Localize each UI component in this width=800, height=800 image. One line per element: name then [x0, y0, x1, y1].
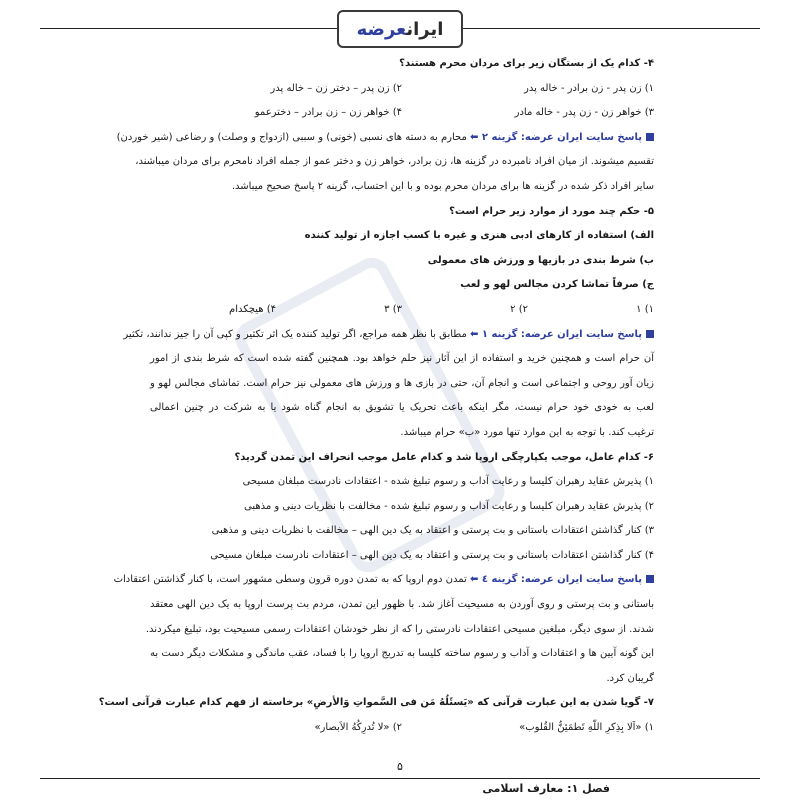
q4-options-row-1 [150, 77, 654, 102]
q7-option-2: ۲) «لا تُدرِکُهُ الاَبصار» [314, 722, 402, 734]
q6-answer-line-5: گریبان کرد. [606, 672, 654, 684]
q6-option-1: ۱) پذیرش عقاید رهبران کلیسا و رعایت آداب و رسوم تبلیغ شده - اعتقادات نادرست مبلغان مسیحی [242, 476, 654, 488]
q6-answer-label: پاسخ سایت ایران عرضه: گزینه ٤ ⬅ [470, 574, 642, 586]
q5-answer-line-1: پاسخ سایت ایران عرضه: گزینه ۱ ⬅ مطابق با نظر همه مراجع، اگر تولید کننده یک اثر تکثیر و کپی آن را جیز ندانند، تکثیر [150, 323, 654, 348]
q6-answer-line-1: پاسخ سایت ایران عرضه: گزینه ٤ ⬅ تمدن دوم اروپا که به تمدن دوره قرون وسطی مشهور است، با کنار گذاشتن اعتقادات [150, 568, 654, 593]
q6-option-3: ۳) کنار گذاشتن اعتقادات باستانی و بت پرستی و اعتقاد به یک دین الهی – مخالفت با نظریات دینی و مذهبی [211, 525, 654, 537]
q6-answer-line-4: این گونه آیین ها و اعتقادات و آداب و رسوم ساخته کلیسا به تدریج اروپا را با فساد، عقب ماندگی و مشکلات دیگر دست به [150, 648, 654, 660]
question-4: ۴- کدام یک از بستگان زیر برای مردان محرم هستند؟ [399, 58, 654, 69]
q4-option-4: ۴) خواهر زن – زن برادر – دخترعمو [254, 107, 402, 119]
q5-item-c: ج) صرفاً تماشا کردن مجالس لهو و لعب [460, 279, 654, 291]
logo-text: ایرانعرضه [356, 18, 444, 40]
q5-answer-label: پاسخ سایت ایران عرضه: گزینه ۱ ⬅ [470, 328, 642, 340]
site-logo [337, 10, 463, 48]
q5-answer-line-3: زیان آور روحی و اجتماعی است و انجام آن، حتی در بازی ها و ورزش های معمولی نیز حرام است. تماشای مجالس لهو و [150, 377, 654, 389]
q6-option-4: ۴) کنار گذاشتن اعتقادات باستانی و بت پرستی و اعتقاد به یک دین الهی – اعتقادات نادرست مبلغان مسیحی [210, 549, 654, 561]
q5-option-1: ۱) ۱ [636, 303, 654, 315]
q6-option-2: ۲) پذیرش عقاید رهبران کلیسا و رعایت آداب و رسوم تبلیغ شده - مخالفت با نظریات دینی و مذهبی [244, 500, 654, 512]
answer-square-icon [646, 133, 654, 141]
q5-answer-line-4: لعب به خودی خود حرام نیست، مگر اینکه باعث تحریک یا تشویق به انجام گناه شود یا به شرکت در چنین اعمالی [150, 402, 654, 414]
q5-item-a: الف) استفاده از کارهای ادبی هنری و غیره با کسب اجازه از تولید کننده [304, 230, 654, 242]
answer-square-icon [646, 575, 654, 583]
page-number: ۵ [397, 760, 403, 773]
q5-item-b: ب) شرط بندی در بازیها و ورزش های معمولی [427, 254, 654, 266]
q4-option-2: ۲) زن پدر – دختر زن – خاله پدر [270, 82, 402, 94]
q4-options-row-2 [150, 101, 654, 126]
q5-options-row [150, 298, 654, 323]
q4-option-3: ۳) خواهر زن - زن پدر - خاله مادر [514, 107, 654, 119]
q7-option-1: ۱) «اَلا بِذِکرِ اللّهِ تَطمَئِنُّ القُلوب» [519, 722, 654, 734]
q5-answer-line-2: آن حرام است و همچنین خرید و استفاده از این آثار نیز حلم خواهد بود. همچنین گفته شده است که شرط بندی از امور [150, 353, 654, 365]
q5-answer-line-5: ترغیب کند. با توجه به این موارد تنها مورد «ب» حرام میباشد. [400, 426, 654, 438]
q7-options-row [150, 716, 654, 741]
q4-answer-line-1: پاسخ سایت ایران عرضه: گزینه ۲ ⬅ محارم به دسته های نسبی (خونی) و سببی (ازدواج و وصلت) و رضاعی (شیر خوردن) [150, 126, 654, 151]
q6-answer-line-3: شدند. از سوی دیگر، مبلغین مسیحی اعتقادات نادرستی را که از نظر خودشان اعتقادات رسمی مسیحیت بود، تبلیغ میکردند. [145, 623, 654, 635]
question-7: ۷- گویا شدن به این عبارت قرآنی که «یَسئَلُهُ مَن فی السَّمواتِ وَالأرضِ» برخاسته از فهم کدام عبارت قرآنی است؟ [98, 697, 654, 709]
answer-square-icon [646, 330, 654, 338]
footer-rule [40, 778, 760, 779]
q5-option-2: ۲) ۲ [510, 303, 528, 315]
question-5: ۵- حکم چند مورد از موارد زیر حرام است؟ [449, 205, 654, 217]
q4-answer-line-2: تقسیم میشوند. از میان افراد نامبرده در گزینه ها، زن برادر، خواهر زن و دختر عمو از جمله افراد نامحرم برای مردان میباشند، [135, 156, 654, 168]
q4-answer-line-3: سایر افراد ذکر شده در گزینه ها برای مردان محرم بوده و با این احتساب، گزینه ۲ پاسخ صحیح میباشد. [231, 180, 654, 192]
question-6: ۶- کدام عامل، موجب یکپارچگی اروپا شد و کدام عامل موجب انحراف این تمدن گردید؟ [234, 451, 654, 463]
q4-answer-label: پاسخ سایت ایران عرضه: گزینه ۲ ⬅ [470, 131, 642, 143]
chapter-title: فصل ۱: معارف اسلامی [482, 782, 610, 795]
q4-option-1: ۱) زن پدر - زن برادر - خاله پدر [524, 82, 654, 94]
page-content [98, 52, 654, 741]
q5-option-3: ۳) ۳ [384, 303, 402, 315]
q5-option-4: ۴) هیچکدام [229, 303, 276, 315]
q6-answer-line-2: باستانی و بت پرستی و روی آوردن به مسیحیت آغاز شد. با ظهور این تمدن، مردم بت پرست اروپا به یک دین الهی معتقد [150, 599, 654, 611]
